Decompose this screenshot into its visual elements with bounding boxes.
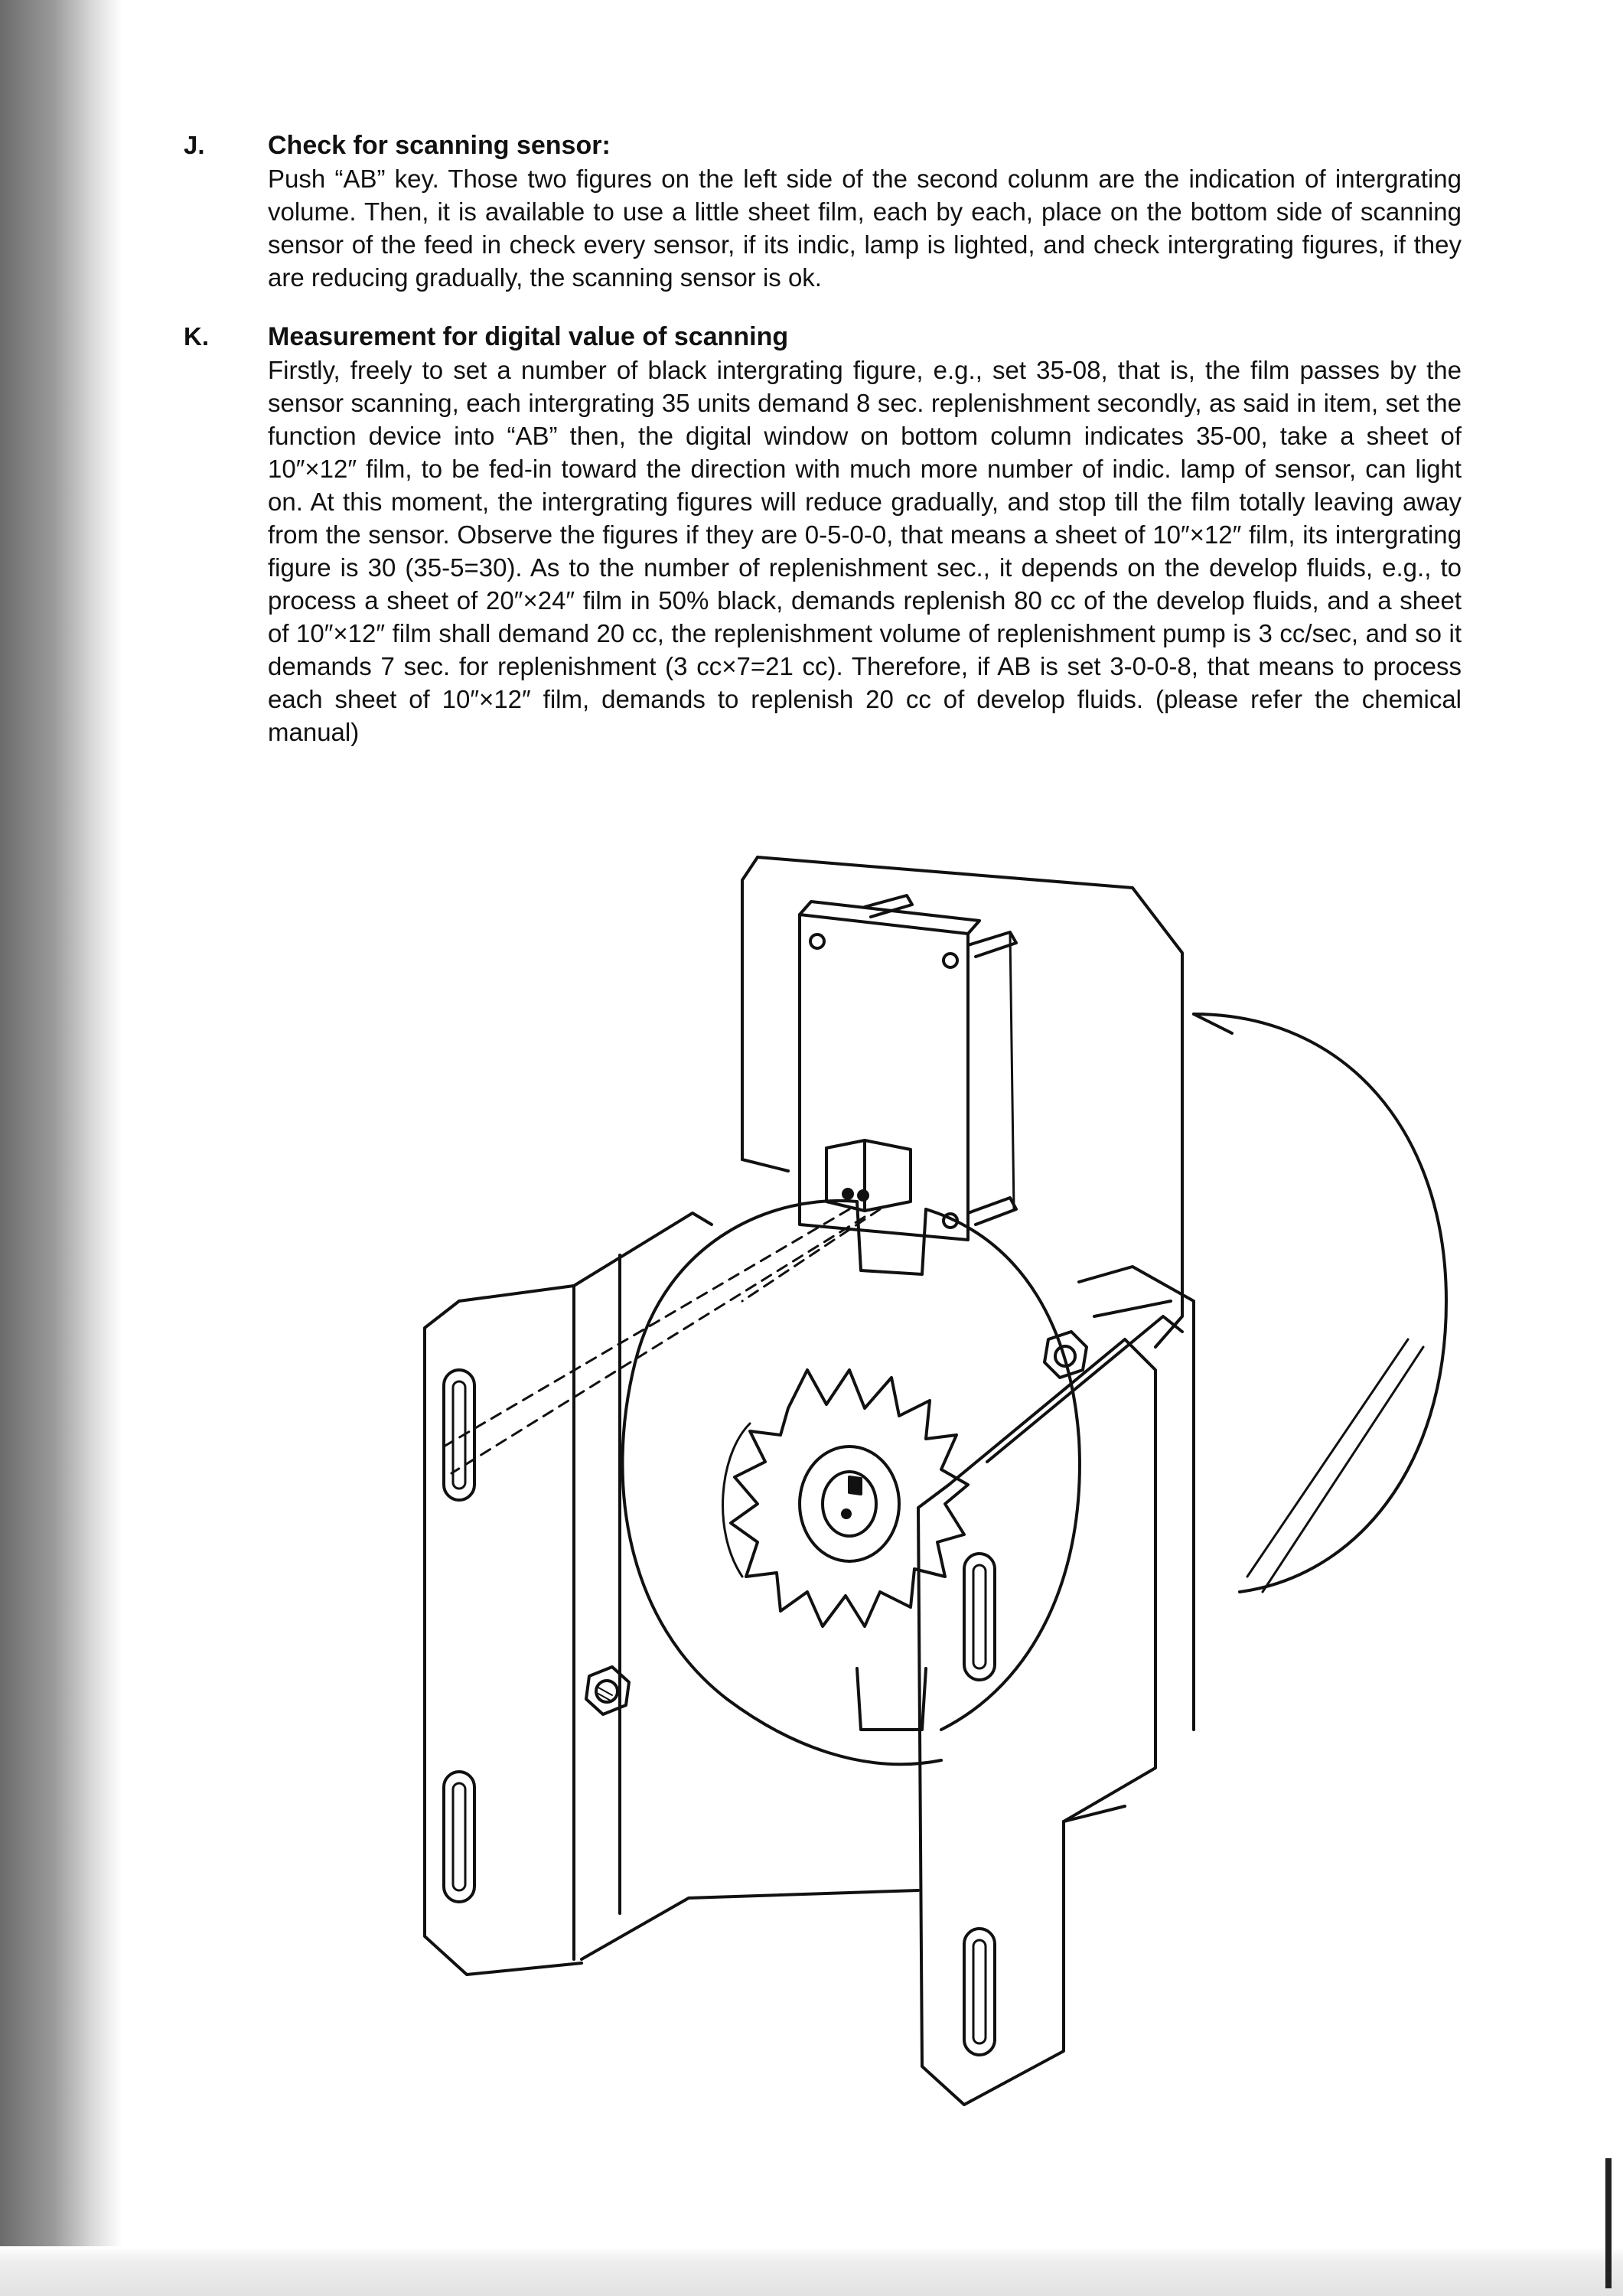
motor-housing (1194, 1014, 1446, 1592)
left-mounting-bracket (425, 1213, 918, 1975)
section-k (184, 320, 1484, 748)
sensor-beam-lines (444, 1209, 880, 1473)
mounting-slot-icon (444, 1370, 474, 1500)
section-j (184, 129, 1484, 294)
section-k-letter: K. (184, 322, 209, 351)
section-k-heading: Measurement for digital value of scanning (268, 322, 789, 351)
section-j-letter: J. (184, 131, 205, 159)
section-k-body: Firstly, freely to set a number of black intergrating figure, e.g., set 35-08, that is, the film passes by the sensor scanning, each intergrating 35 units demand 8 sec. replenishment secondly, as said in item, set the function device into “AB” then, the digital window on bottom column indicates 35-00, take a sheet of 10″×12″ film, to be fed-in toward the direction with much more number of indic. lamp of sensor, can light on. At this moment, the intergrating figures will reduce gradually, and stop till the film totally leaving away from the sensor. Observe the figures if they are 0-5-0-0, that means a sheet of 10″×12″ film, its intergrating figure is 30 (35-5=30). As to the number of replenishment sec., it depends on the develop fluids, e.g., to process a sheet of 20″×24″ film in 50% black, demands replenish 80 cc of the develop fluids, and a sheet of 10″×12″ film shall demand 20 cc, the replenishment volume of replenishment pump is 3 cc/sec, and so it demands 7 sec. for replenishment (3 cc×7=21 cc). Therefore, if AB is set 3-0-0-8, that means to process each sheet of 10″×12″ film, demands to replenish 20 cc of develop fluids. (please refer the chemical manual) (268, 356, 1462, 746)
section-j-body: Push “AB” key. Those two figures on the left side of the second colunm are the indication of intergrating volume. Then, it is available to use a little sheet film, each by each, place on the bottom side of scanning sensor of the feed in check every sensor, if its indic, lamp is lighted, and check intergrating figures, if they are reducing gradually, the scanning sensor is ok. (268, 165, 1462, 292)
page-bottom-edge (0, 2246, 1623, 2296)
page-binding-shadow (0, 0, 122, 2296)
sensor-circuit-board (800, 895, 1016, 1240)
scan-edge-mark (1605, 2158, 1612, 2288)
right-mounting-bracket (918, 1267, 1194, 2105)
section-j-heading: Check for scanning sensor: (268, 131, 611, 160)
sensor-mount-plate (742, 857, 1182, 1347)
mounting-slot-icon (964, 1554, 995, 1680)
board-screw-icon (810, 934, 824, 948)
scanning-sensor-assembly-drawing (253, 811, 1507, 2158)
